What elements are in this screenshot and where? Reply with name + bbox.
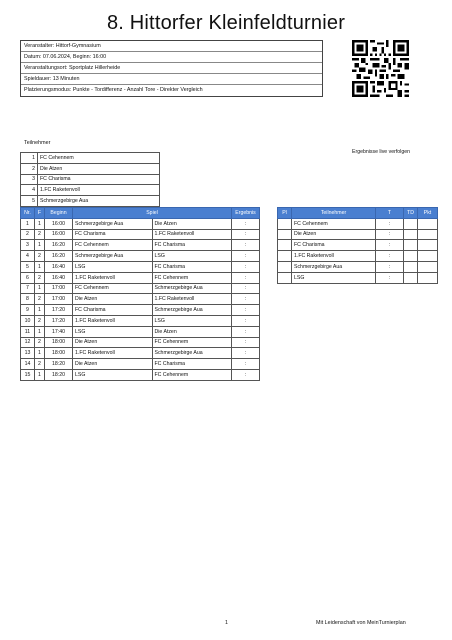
game-result: : [232, 305, 260, 316]
game-nr: 5 [21, 261, 35, 272]
game-away-team: FC Cehennem [152, 337, 232, 348]
standing-points [418, 261, 438, 272]
game-home-team: Schmerzgebirge Aua [73, 218, 153, 229]
games-table [20, 207, 260, 381]
game-home-team: FC Charisma [73, 305, 153, 316]
standing-points [418, 229, 438, 240]
game-field: 2 [35, 315, 45, 326]
standing-place [278, 261, 292, 272]
standings-header-row [278, 208, 438, 219]
game-start: 18:20 [45, 369, 73, 380]
game-away-team: Schmerzgebirge Aua [152, 305, 232, 316]
game-field: 2 [35, 251, 45, 262]
standing-points [418, 251, 438, 262]
game-row [21, 240, 260, 251]
qr-code-icon[interactable] [352, 40, 409, 97]
game-away-team: LSG [152, 251, 232, 262]
event-info-box [20, 40, 323, 97]
team-name: FC Cehennem [38, 153, 160, 164]
standing-goal-diff [404, 251, 418, 262]
game-away-team: FC Charisma [152, 261, 232, 272]
team-row [21, 163, 160, 174]
standing-goal-diff [404, 229, 418, 240]
game-row [21, 337, 260, 348]
game-field: 1 [35, 369, 45, 380]
game-home-team: LSG [73, 369, 153, 380]
game-field: 1 [35, 348, 45, 359]
game-field: 1 [35, 240, 45, 251]
standings-table [277, 207, 438, 284]
header-nr: Nr. [21, 208, 35, 219]
game-away-team: 1.FC Raketenvoll [152, 294, 232, 305]
header-game: Spiel [73, 208, 232, 219]
game-nr: 11 [21, 326, 35, 337]
standing-goals: : [376, 218, 404, 229]
game-nr: 4 [21, 251, 35, 262]
game-start: 16:00 [45, 229, 73, 240]
team-row [21, 185, 160, 196]
standing-goal-diff [404, 261, 418, 272]
standing-team: 1.FC Raketenvoll [292, 251, 376, 262]
game-field: 2 [35, 337, 45, 348]
game-away-team: FC Charisma [152, 359, 232, 370]
game-result: : [232, 229, 260, 240]
standing-place [278, 229, 292, 240]
team-row [21, 153, 160, 164]
team-number: 4 [21, 185, 38, 196]
game-nr: 6 [21, 272, 35, 283]
game-nr: 12 [21, 337, 35, 348]
game-row [21, 251, 260, 262]
game-row [21, 315, 260, 326]
header-field: F [35, 208, 45, 219]
standing-team: Die Atzen [292, 229, 376, 240]
info-duration: Spieldauer: 13 Minuten [21, 74, 322, 85]
game-start: 18:00 [45, 337, 73, 348]
game-start: 18:00 [45, 348, 73, 359]
page-title: 8. Hittorfer Kleinfeldturnier [106, 12, 346, 34]
game-start: 17:40 [45, 326, 73, 337]
teams-heading: Teilnehmer [24, 140, 51, 146]
game-field: 1 [35, 283, 45, 294]
standing-row [278, 240, 438, 251]
team-number: 2 [21, 163, 38, 174]
game-result: : [232, 315, 260, 326]
standing-team: LSG [292, 272, 376, 283]
standing-row [278, 272, 438, 283]
header-participant: Teilnehmer [292, 208, 376, 219]
game-away-team: 1.FC Raketenvoll [152, 229, 232, 240]
info-ranking-mode: Platzierungsmodus: Punkte - Tordifferenz - Anzahl Tore - Direkter Vergleich [24, 87, 203, 93]
game-home-team: Schmerzgebirge Aua [73, 251, 153, 262]
team-row [21, 174, 160, 185]
game-home-team: FC Charisma [73, 229, 153, 240]
team-name: 1.FC Raketenvoll [38, 185, 160, 196]
team-row [21, 196, 160, 207]
standing-row [278, 251, 438, 262]
game-home-team: LSG [73, 261, 153, 272]
game-away-team: Die Atzen [152, 326, 232, 337]
standing-place [278, 272, 292, 283]
game-away-team: FC Cehennem [152, 272, 232, 283]
header-goals: T [376, 208, 404, 219]
standing-points [418, 272, 438, 283]
game-start: 17:20 [45, 305, 73, 316]
game-nr: 8 [21, 294, 35, 305]
header-start: Beginn [45, 208, 73, 219]
game-result: : [232, 261, 260, 272]
game-start: 16:40 [45, 261, 73, 272]
game-row [21, 272, 260, 283]
game-away-team: Schmerzgebirge Aua [152, 283, 232, 294]
game-start: 16:20 [45, 240, 73, 251]
game-away-team: FC Cehennem [152, 369, 232, 380]
game-field: 1 [35, 218, 45, 229]
standing-points [418, 218, 438, 229]
game-home-team: 1.FC Raketenvoll [73, 272, 153, 283]
game-field: 1 [35, 326, 45, 337]
game-row [21, 359, 260, 370]
game-home-team: 1.FC Raketenvoll [73, 315, 153, 326]
standing-goal-diff [404, 240, 418, 251]
game-start: 16:00 [45, 218, 73, 229]
header-goal-diff: TD [404, 208, 418, 219]
team-name: Die Atzen [38, 163, 160, 174]
game-home-team: FC Cehennem [73, 240, 153, 251]
game-nr: 15 [21, 369, 35, 380]
game-field: 1 [35, 261, 45, 272]
game-home-team: Die Atzen [73, 359, 153, 370]
game-result: : [232, 218, 260, 229]
game-result: : [232, 326, 260, 337]
games-header-row [21, 208, 260, 219]
game-result: : [232, 283, 260, 294]
game-start: 16:40 [45, 272, 73, 283]
game-result: : [232, 294, 260, 305]
standing-team: FC Cehennem [292, 218, 376, 229]
game-result: : [232, 337, 260, 348]
qr-code-label: Ergebnisse live verfolgen [352, 149, 410, 155]
game-row [21, 218, 260, 229]
standing-goals: : [376, 272, 404, 283]
game-start: 17:00 [45, 283, 73, 294]
game-nr: 3 [21, 240, 35, 251]
game-result: : [232, 272, 260, 283]
game-nr: 2 [21, 229, 35, 240]
header-points: Pkt [418, 208, 438, 219]
game-home-team: 1.FC Raketenvoll [73, 348, 153, 359]
team-name: FC Charisma [38, 174, 160, 185]
game-start: 16:20 [45, 251, 73, 262]
team-number: 1 [21, 153, 38, 164]
info-date: Datum: 07.06.2024, Beginn: 16:00 [21, 52, 322, 63]
game-start: 17:20 [45, 315, 73, 326]
game-row [21, 369, 260, 380]
standing-team: FC Charisma [292, 240, 376, 251]
game-nr: 7 [21, 283, 35, 294]
game-row [21, 348, 260, 359]
game-field: 1 [35, 305, 45, 316]
standing-goals: : [376, 240, 404, 251]
game-nr: 10 [21, 315, 35, 326]
game-row [21, 326, 260, 337]
game-home-team: Die Atzen [73, 294, 153, 305]
game-home-team: FC Cehennem [73, 283, 153, 294]
game-row [21, 294, 260, 305]
game-row [21, 305, 260, 316]
game-start: 17:00 [45, 294, 73, 305]
game-nr: 14 [21, 359, 35, 370]
team-number: 3 [21, 174, 38, 185]
team-number: 5 [21, 196, 38, 207]
game-result: : [232, 348, 260, 359]
game-nr: 9 [21, 305, 35, 316]
page-number: 1 [225, 620, 228, 626]
info-venue: Veranstaltungsort: Sportplatz Hillerheide [21, 63, 322, 74]
game-away-team: Die Atzen [152, 218, 232, 229]
game-result: : [232, 240, 260, 251]
game-result: : [232, 359, 260, 370]
info-organizer: Veranstalter: Hittorf-Gymnasium [21, 41, 322, 52]
standing-goal-diff [404, 272, 418, 283]
header-place: Pl [278, 208, 292, 219]
standing-points [418, 240, 438, 251]
game-nr: 13 [21, 348, 35, 359]
game-away-team: Schmerzgebirge Aua [152, 348, 232, 359]
game-home-team: Die Atzen [73, 337, 153, 348]
standing-goals: : [376, 261, 404, 272]
game-away-team: FC Charisma [152, 240, 232, 251]
standing-row [278, 261, 438, 272]
game-home-team: LSG [73, 326, 153, 337]
game-start: 18:20 [45, 359, 73, 370]
header-result: Ergebnis [232, 208, 260, 219]
standing-place [278, 218, 292, 229]
game-away-team: LSG [152, 315, 232, 326]
standing-goals: : [376, 229, 404, 240]
game-nr: 1 [21, 218, 35, 229]
standing-row [278, 218, 438, 229]
standing-place [278, 240, 292, 251]
standing-goals: : [376, 251, 404, 262]
game-field: 2 [35, 272, 45, 283]
standing-row [278, 229, 438, 240]
standing-place [278, 251, 292, 262]
game-result: : [232, 369, 260, 380]
game-row [21, 283, 260, 294]
footer-credit: Mit Leidenschaft von MeinTurnierplan [316, 620, 406, 626]
standing-goal-diff [404, 218, 418, 229]
game-result: : [232, 251, 260, 262]
game-field: 2 [35, 359, 45, 370]
game-row [21, 261, 260, 272]
game-field: 2 [35, 229, 45, 240]
team-name: Schmerzgebirge Aua [38, 196, 160, 207]
standing-team: Schmerzgebirge Aua [292, 261, 376, 272]
game-field: 2 [35, 294, 45, 305]
game-row [21, 229, 260, 240]
